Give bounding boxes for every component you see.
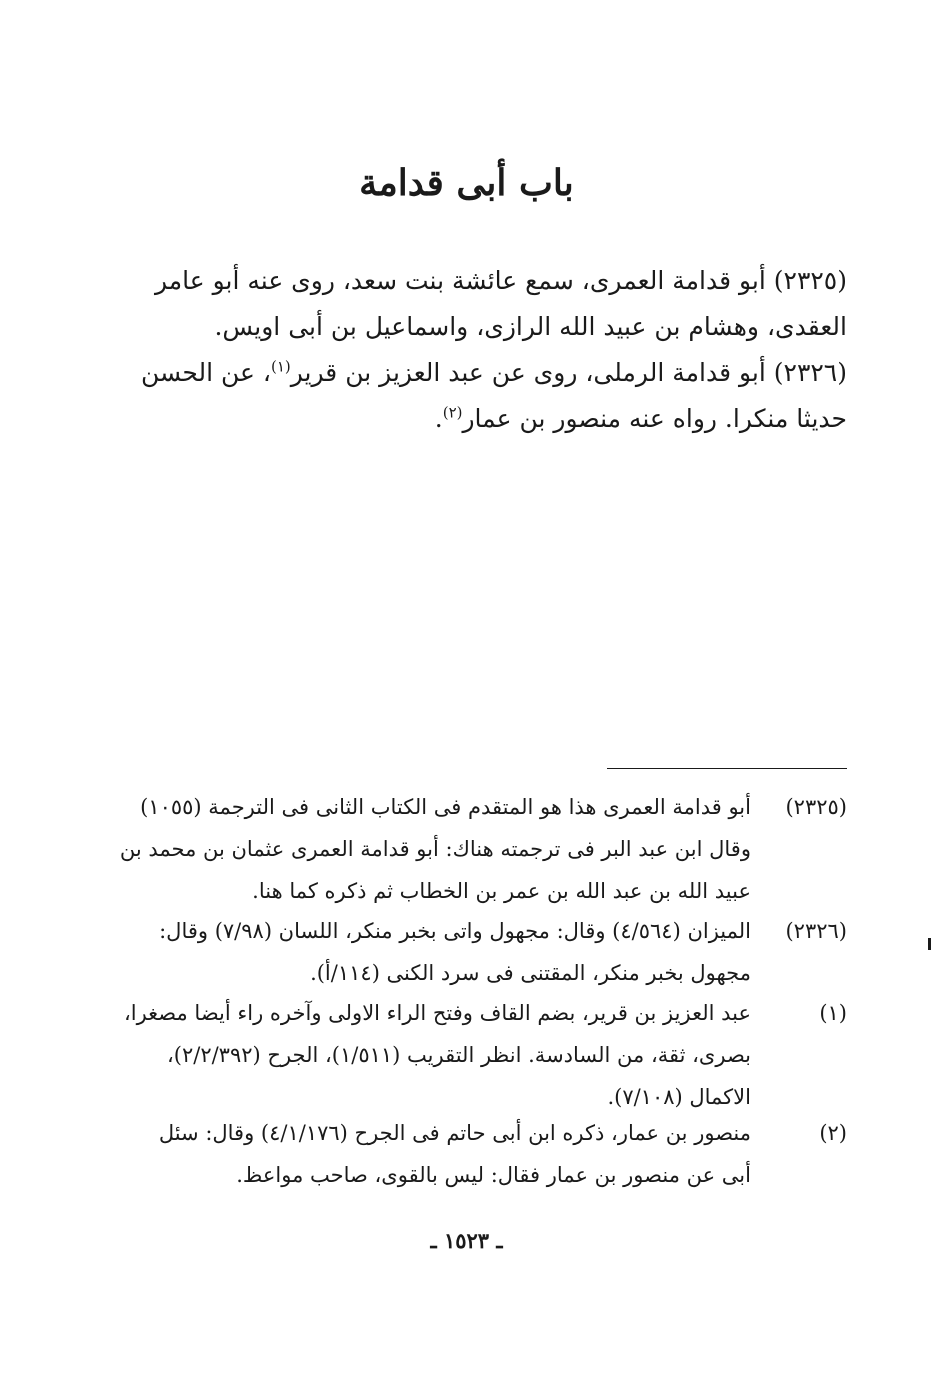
entry-2325 <box>97 258 847 350</box>
footnote-label: (٢) <box>819 1121 847 1145</box>
entry-line: العقدى، وهشام بن عبيد الله الرازى، واسماعيل بن أبى اويس. <box>214 312 847 341</box>
footnote-text <box>97 786 751 912</box>
entry-text: ، عن الحسن <box>141 358 271 387</box>
footnote-line: عبد العزيز بن قرير، بضم القاف وفتح الراء الاولى وآخره راء أيضا مصغرا، <box>123 1001 751 1025</box>
footnote-text <box>97 1112 751 1196</box>
entry-line <box>97 350 847 396</box>
footnote-label: (٢٣٢٥) <box>785 795 847 819</box>
footnote-line: وقال ابن عبد البر فى ترجمته هناك: أبو قدامة العمرى عثمان بن محمد بن <box>119 837 751 861</box>
footnote-line: أبو قدامة العمرى هذا هو المتقدم فى الكتاب الثانى فى الترجمة (١٠٥٥) <box>140 795 751 819</box>
footnote-text <box>97 992 751 1118</box>
entry-line <box>97 396 847 442</box>
footnote-2325 <box>97 786 847 912</box>
footnote-ref-2: (٢) <box>442 403 463 422</box>
footnote-label: (١) <box>819 1001 847 1025</box>
page-number: ـ ١٥٢٣ ـ <box>430 1228 503 1253</box>
chapter-title: باب أبى قدامة <box>359 162 574 204</box>
footnote-line: بصرى، ثقة، من السادسة. انظر التقريب (١/٥١١)، الجرح (٢/٢/٣٩٢)، <box>166 1043 751 1067</box>
footnote-ref-1: (١) <box>270 357 291 376</box>
footnote-divider <box>607 768 847 769</box>
footnote-line: الاكمال (٧/١٠٨). <box>607 1085 751 1109</box>
entry-text: (٢٣٢٦) أبو قدامة الرملى، روى عن عبد العزيز بن قرير <box>290 358 847 387</box>
entry-text: . <box>434 404 443 433</box>
footnote-line: الميزان (٤/٥٦٤) وقال: مجهول واتى بخبر منكر، اللسان (٧/٩٨) وقال: <box>159 919 751 943</box>
footnote-line: عبيد الله بن عبد الله بن عمر بن الخطاب ثم ذكره كما هنا. <box>252 879 751 903</box>
footnote-line: مجهول بخبر منكر، المقتنى فى سرد الكنى (١١٤/أ). <box>310 961 751 985</box>
entry-line: (٢٣٢٥) أبو قدامة العمرى، سمع عائشة بنت سعد، روى عنه أبو عامر <box>154 266 847 295</box>
footnote-1 <box>97 992 847 1118</box>
footnote-line: أبى عن منصور بن عمار فقال: ليس بالقوى، صاحب مواعظ. <box>236 1163 751 1187</box>
footnote-text <box>97 910 751 994</box>
scan-edge-mark <box>928 938 931 950</box>
footnote-2 <box>97 1112 847 1196</box>
footnote-label: (٢٣٢٦) <box>785 919 847 943</box>
entry-text: حديثا منكرا. رواه عنه منصور بن عمار <box>462 404 847 433</box>
entry-2326 <box>97 350 847 442</box>
footnote-2326 <box>97 910 847 994</box>
footnote-line: منصور بن عمار، ذكره ابن أبى حاتم فى الجرح (٤/١/١٧٦) وقال: سئل <box>158 1121 751 1145</box>
